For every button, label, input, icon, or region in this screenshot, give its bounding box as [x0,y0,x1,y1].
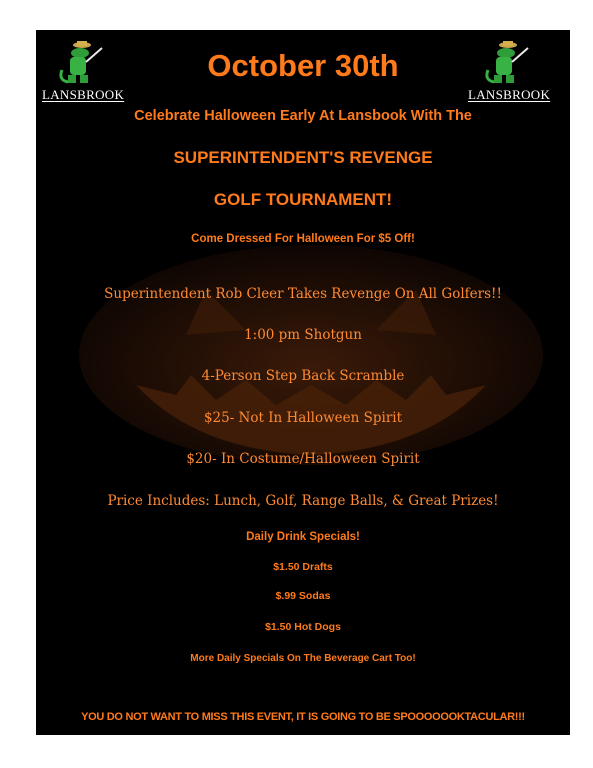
logo-text: LANSBROOK [42,87,125,102]
footer-banner: YOU DO NOT WANT TO MISS THIS EVENT, IT IS GOING TO BE SPOOOOOOKTACULAR!!! [81,711,525,723]
intro-line: Celebrate Halloween Early At Lansbook With The [134,108,472,124]
detail-line: $25- Not In Halloween Spirit [203,410,403,426]
event-date: October 30th [207,48,399,83]
flyer [36,30,570,735]
tournament-subtitle: GOLF TOURNAMENT! [213,190,393,209]
logo-text: LANSBROOK [468,87,551,102]
detail-line: Superintendent Rob Cleer Takes Revenge On All Golfers!! [104,286,502,302]
detail-line: 1:00 pm Shotgun [244,327,362,343]
special-item: $1.50 Drafts [273,561,333,573]
special-item: $.99 Sodas [275,590,331,602]
detail-line: 4-Person Step Back Scramble [201,368,405,384]
special-item: $1.50 Hot Dogs [265,621,341,633]
jack-o-lantern-watermark [76,235,546,465]
detail-line: Price Includes: Lunch, Golf, Range Balls, & Great Prizes! [107,493,499,509]
tournament-title: SUPERINTENDENT'S REVENGE [173,148,433,167]
specials-more: More Daily Specials On The Beverage Cart Too! [190,653,416,664]
specials-heading: Daily Drink Specials! [246,531,360,543]
detail-line: $20- In Costume/Halloween Spirit [186,451,420,467]
costume-discount: Come Dressed For Halloween For $5 Off! [191,233,415,245]
